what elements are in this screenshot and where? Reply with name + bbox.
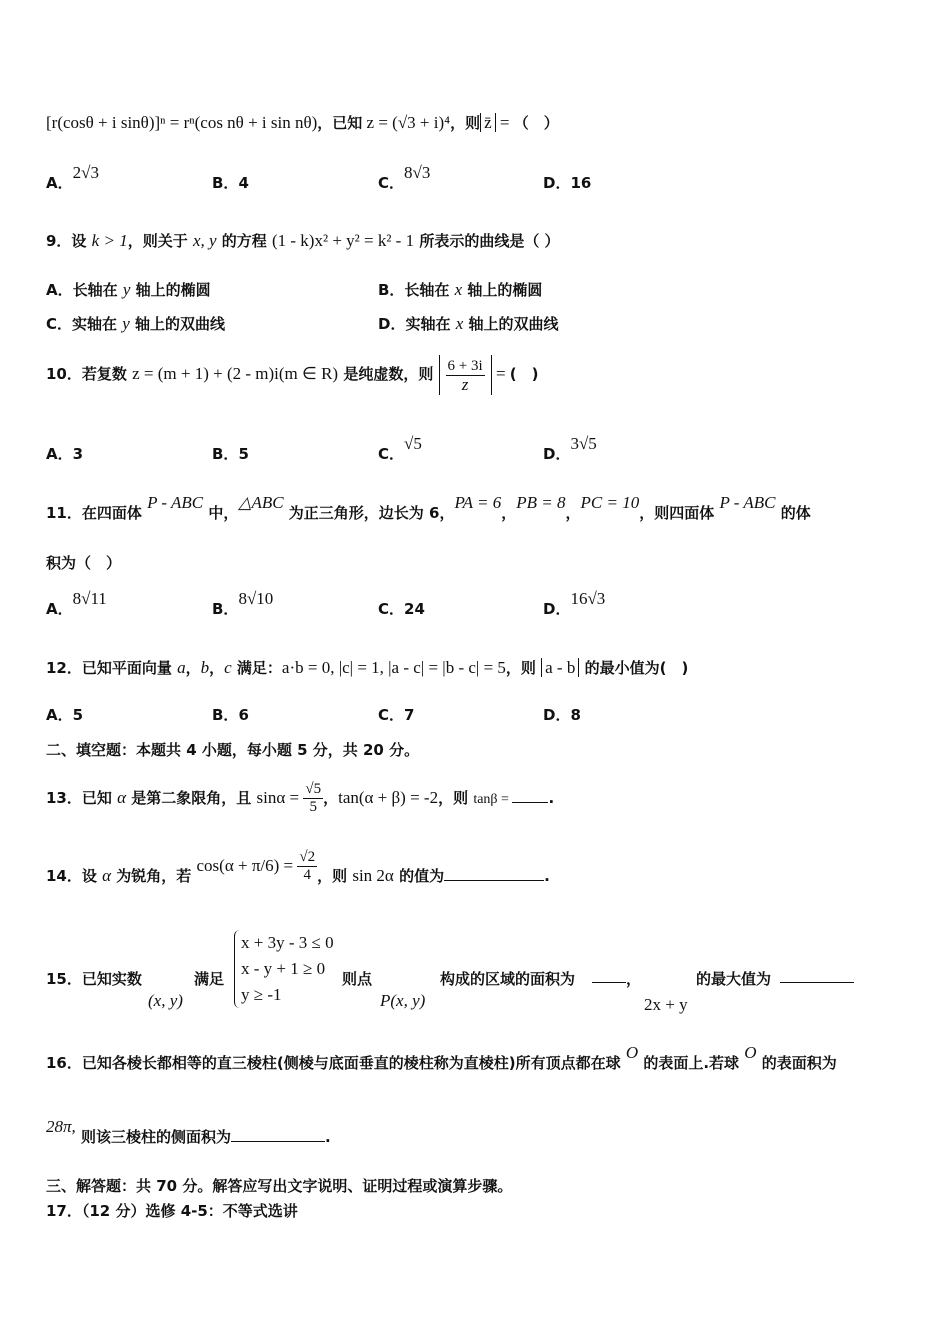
q8-conj-abs: z̄	[480, 113, 496, 132]
q9-option-a[interactable]: A．长轴在 y 轴上的椭圆	[46, 280, 211, 299]
q17-heading: 17．（12 分）选修 4-5：不等式选讲	[46, 1202, 298, 1220]
q15-area-blank[interactable]	[592, 968, 626, 983]
q8-option-c[interactable]: C．8√3	[378, 163, 431, 192]
q9-option-c[interactable]: C．实轴在 y 轴上的双曲线	[46, 314, 226, 333]
q12-option-b[interactable]: B．6	[212, 706, 249, 724]
q8-given: z = (√3 + i)⁴	[362, 113, 451, 132]
q10-fraction: $\frac{6 + 3i}{z}$	[447, 357, 483, 394]
q13-stem: 13．已知 α 是第二象限角，且 sinα = $\frac{√5}{5}$ ，tan(α + β) = -2，则 tanβ = .	[46, 781, 555, 815]
q13-answer-blank[interactable]	[512, 788, 548, 803]
q10-option-d[interactable]: D．3√5	[543, 434, 597, 463]
exam-page: [r(cosθ + i sinθ)]ⁿ = rⁿ(cos nθ + i sin nθ)，已知 z = (√3 + i)⁴，则 z̄ = （ ） A．2√3 B．4 C．8√3 D．16 9．设 k > 1，则关于 x, y 的方程 (1 - k)x² + y² = k² - 1 所表示的曲线是（ ） A．长轴在 y 轴上的椭圆 B．长轴在 x 轴上的椭圆 C．实轴在 y 轴上的双曲线 D．实轴在 x 轴上的双曲线 10．若复数 z = (m + 1) + (2 - m)i(m ∈ R) 是纯虚数，则 $\frac{6 + 3i}{z}$ = ( ) A．3 B．5 C．√5 D．3√5 11．在四面体 P - ABC 中，△ABC 为正三角形，边长为 6，PA = 6，PB = 8，PC = 10，则四面体 P - ABC 的体 积为（ ） A．8√11 B．8√10 C．24 D．16√3 12．已知平面向量 a，b，c 满足：a·b = 0, |c| = 1, |a - c| = |b - c| = 5，则 a - b 的最小值为( ) A．5 B．6 C．7 D．8 二、填空题：本题共 4 小题，每小题 5 分，共 20 分。 13．已知 α 是第二象限角，且 sinα = $\frac{√5}{5}$ ，tan(α + β) = -2，则 tanβ = . 14．设 α 为锐角，若 cos(α + π/6) = $\frac{√2}{4}$ ，则 sin 2α 的值为 . 15．已知实数 (x, y) 满足 x + 3y - 3 ≤ 0 x - y + 1 ≥ 0 y ≥ -1 则点 P(x, y) 构成的区域的面积为 ， 2x + y 的最大值为 16．已知各棱长都相等的直三棱柱(侧棱与底面垂直的棱柱称为直棱柱)所有顶点都在球 O 的表面上.若球 O 的表面积为 28π, 则该三棱柱的侧面积为 . 三、解答题：共 70 分。解答应写出文字说明、证明过程或演算步骤。 17．（12 分）选修 4-5：不等式选讲	[0, 0, 950, 1344]
q8-then: ，则	[450, 114, 481, 132]
q12-option-a[interactable]: A．5	[46, 706, 84, 724]
q8-paren: （ ）	[513, 114, 559, 132]
q8-option-d[interactable]: D．16	[543, 174, 592, 192]
q10-option-c[interactable]: C．√5	[378, 434, 422, 463]
q16-stem: 16．已知各棱长都相等的直三棱柱(侧棱与底面垂直的棱柱称为直棱柱)所有顶点都在球 O 的表面上.若球 O 的表面积为	[46, 1043, 837, 1072]
q9-stem: 9．设 k > 1，则关于 x, y 的方程 (1 - k)x² + y² = k² - 1 所表示的曲线是（ ）	[46, 231, 560, 250]
q8-option-a[interactable]: A．2√3	[46, 163, 99, 192]
q12-option-c[interactable]: C．7	[378, 706, 415, 724]
q10-option-b[interactable]: B．5	[212, 445, 249, 463]
q14-answer-blank[interactable]	[444, 866, 544, 881]
q10-stem: 10．若复数 z = (m + 1) + (2 - m)i(m ∈ R) 是纯虚数，则 $\frac{6 + 3i}{z}$ = ( )	[46, 354, 539, 395]
q11-stem-cont: 积为（ ）	[46, 554, 122, 572]
q11-option-c[interactable]: C．24	[378, 600, 425, 618]
q10-option-a[interactable]: A．3	[46, 445, 84, 463]
q8-text: ，已知	[317, 114, 363, 132]
q12-option-d[interactable]: D．8	[543, 706, 581, 724]
q16-answer-blank[interactable]	[231, 1127, 325, 1142]
q15-max-blank[interactable]	[780, 968, 854, 983]
section-3-heading: 三、解答题：共 70 分。解答应写出文字说明、证明过程或演算步骤。	[46, 1177, 513, 1195]
q8-stem	[46, 112, 559, 134]
q16-stem-cont: 28π, 则该三棱柱的侧面积为 .	[46, 1117, 331, 1146]
q11-option-a[interactable]: A．8√11	[46, 589, 107, 618]
q8-formula: [r(cosθ + i sinθ)]ⁿ = rⁿ(cos nθ + i sin nθ)	[46, 113, 318, 132]
q8-eq: =	[495, 113, 514, 132]
q15-constraints: x + 3y - 3 ≤ 0 x - y + 1 ≥ 0 y ≥ -1	[234, 930, 334, 1008]
q9-option-d[interactable]: D．实轴在 x 轴上的双曲线	[378, 314, 559, 333]
q11-option-b[interactable]: B．8√10	[212, 589, 274, 618]
q9-option-b[interactable]: B．长轴在 x 轴上的椭圆	[378, 280, 543, 299]
q12-stem: 12．已知平面向量 a，b，c 满足：a·b = 0, |c| = 1, |a - c| = |b - c| = 5，则 a - b 的最小值为( )	[46, 658, 689, 677]
q11-stem: 11．在四面体 P - ABC 中，△ABC 为正三角形，边长为 6，PA = 6，PB = 8，PC = 10，则四面体 P - ABC 的体	[46, 493, 811, 522]
q11-option-d[interactable]: D．16√3	[543, 589, 606, 618]
q8-option-b[interactable]: B．4	[212, 174, 249, 192]
q14-stem: 14．设 α 为锐角，若 cos(α + π/6) = $\frac{√2}{4}$ ，则 sin 2α 的值为 .	[46, 849, 550, 885]
section-2-heading: 二、填空题：本题共 4 小题，每小题 5 分，共 20 分。	[46, 741, 420, 759]
